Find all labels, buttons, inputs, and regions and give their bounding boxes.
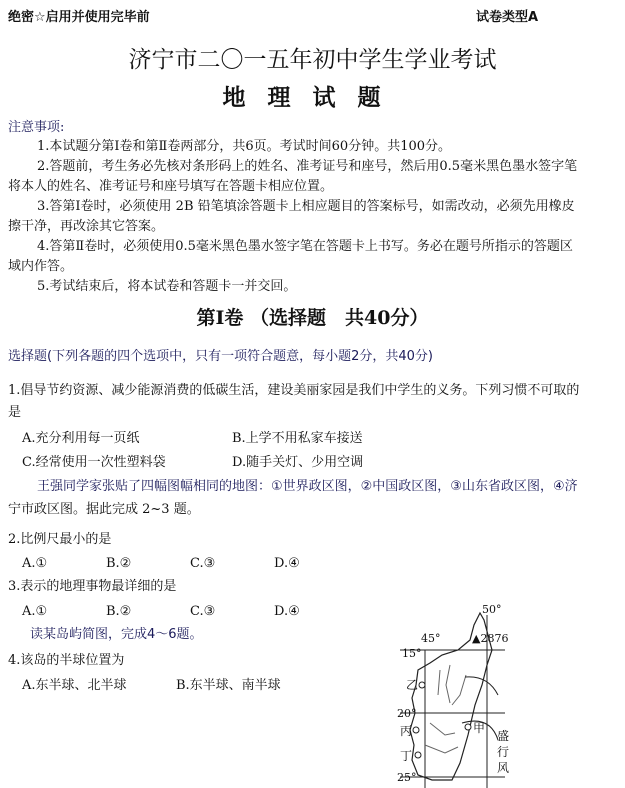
q1-option-d[interactable]: D.随手关灯、少用空调 [232, 455, 364, 470]
question-1-stem: 1.倡导节约资源、减少能源消费的低碳生活，建设美丽家园是我们中学生的义务。下列习惯不可取的 [8, 383, 580, 398]
lon-label-50: 50° [482, 603, 502, 616]
notice-line: 4.答第Ⅱ卷时，必须使用0.5毫米黑色墨水签字笔在答题卡上书写。务必在题号所指示的答题区 [37, 239, 573, 254]
notice-line: 2.答题前，考生务必先核对条形码上的姓名、准考证号和座号，然后用0.5毫米黑色墨水签字笔 [37, 159, 578, 174]
q1-option-c[interactable]: C.经常使用一次性塑料袋 [22, 455, 166, 470]
q3-option-b[interactable]: B.② [106, 604, 132, 619]
q3-option-a[interactable]: A.① [22, 604, 48, 619]
exam-title: 济宁市二〇一五年初中学生学业考试 [128, 47, 497, 73]
lat-label-20: 20° [397, 707, 417, 720]
q2-option-d[interactable]: D.④ [274, 556, 300, 571]
place-bing: 丙 [400, 724, 413, 738]
question-4-stem: 4.该岛的半球位置为 [8, 653, 125, 668]
question-3-stem: 3.表示的地理事物最详细的是 [8, 579, 177, 594]
intro-2-3: 宁市政区图。据此完成 2~3 题。 [8, 502, 200, 517]
subject-title: 地理试题 [222, 84, 403, 111]
q4-option-a[interactable]: A.东半球、北半球 [22, 678, 127, 693]
q1-option-a[interactable]: A.充分利用每一页纸 [22, 431, 140, 446]
place-ding-marker [415, 752, 421, 758]
notice-line: 3.答第Ⅰ卷时，必须使用 2B 铅笔填涂答题卡上相应题目的答案标号，如需改动，必须先用橡皮 [37, 199, 575, 214]
intro-2-3: 王强同学家张贴了四幅图幅相同的地图：①世界政区图，②中国政区图，③山东省政区图，④济 [37, 479, 578, 494]
wind-label: 行 [497, 745, 510, 759]
place-yi: 乙 [406, 678, 419, 692]
place-jia-marker [465, 724, 471, 730]
place-yi-marker [419, 682, 425, 688]
confidential-label: 绝密☆启用并使用完毕前 [8, 10, 150, 25]
q4-option-b[interactable]: B.东半球、南半球 [176, 678, 281, 693]
q3-option-c[interactable]: C.③ [190, 604, 216, 619]
q3-option-d[interactable]: D.④ [274, 604, 300, 619]
place-bing-marker [413, 727, 419, 733]
notice-line: 将本人的姓名、准考证号和座号填写在答题卡相应位置。 [8, 179, 334, 194]
question-2-stem: 2.比例尺最小的是 [8, 532, 112, 547]
paper-type-label: 试卷类型A [476, 10, 539, 25]
q2-option-c[interactable]: C.③ [190, 556, 216, 571]
place-jia: 甲 [473, 721, 486, 735]
lat-label-15: 15° [402, 647, 422, 660]
lon-label-45: 45° [421, 632, 441, 645]
notice-line: 擦干净，再改涂其它答案。 [8, 219, 165, 234]
q1-option-b[interactable]: B.上学不用私家车接送 [232, 431, 363, 446]
peak-label: ▲2876 [472, 632, 509, 645]
q2-option-b[interactable]: B.② [106, 556, 132, 571]
notice-heading: 注意事项: [8, 120, 65, 135]
lat-label-25: 25° [397, 771, 417, 784]
island-map [370, 595, 520, 788]
notice-line: 域内作答。 [8, 259, 74, 274]
question-1-stem: 是 [8, 405, 22, 420]
wind-label: 风 [497, 761, 510, 775]
notice-line: 1.本试题分第Ⅰ卷和第Ⅱ卷两部分，共6页。考试时间60分钟。共100分。 [37, 139, 452, 154]
place-ding: 丁 [400, 749, 413, 763]
river-lines [425, 665, 466, 753]
notice-line: 5.考试结束后，将本试卷和答题卡一并交回。 [37, 279, 297, 294]
q2-option-a[interactable]: A.① [22, 556, 48, 571]
wind-label: 盛 [497, 729, 510, 743]
section-instruction: 选择题(下列各题的四个选项中，只有一项符合题意，每小题2分，共40分) [8, 349, 433, 364]
section-title: 第Ⅰ卷 （选择题 共40分） [196, 307, 429, 329]
intro-4-6: 读某岛屿简图，完成4～6题。 [30, 627, 203, 642]
